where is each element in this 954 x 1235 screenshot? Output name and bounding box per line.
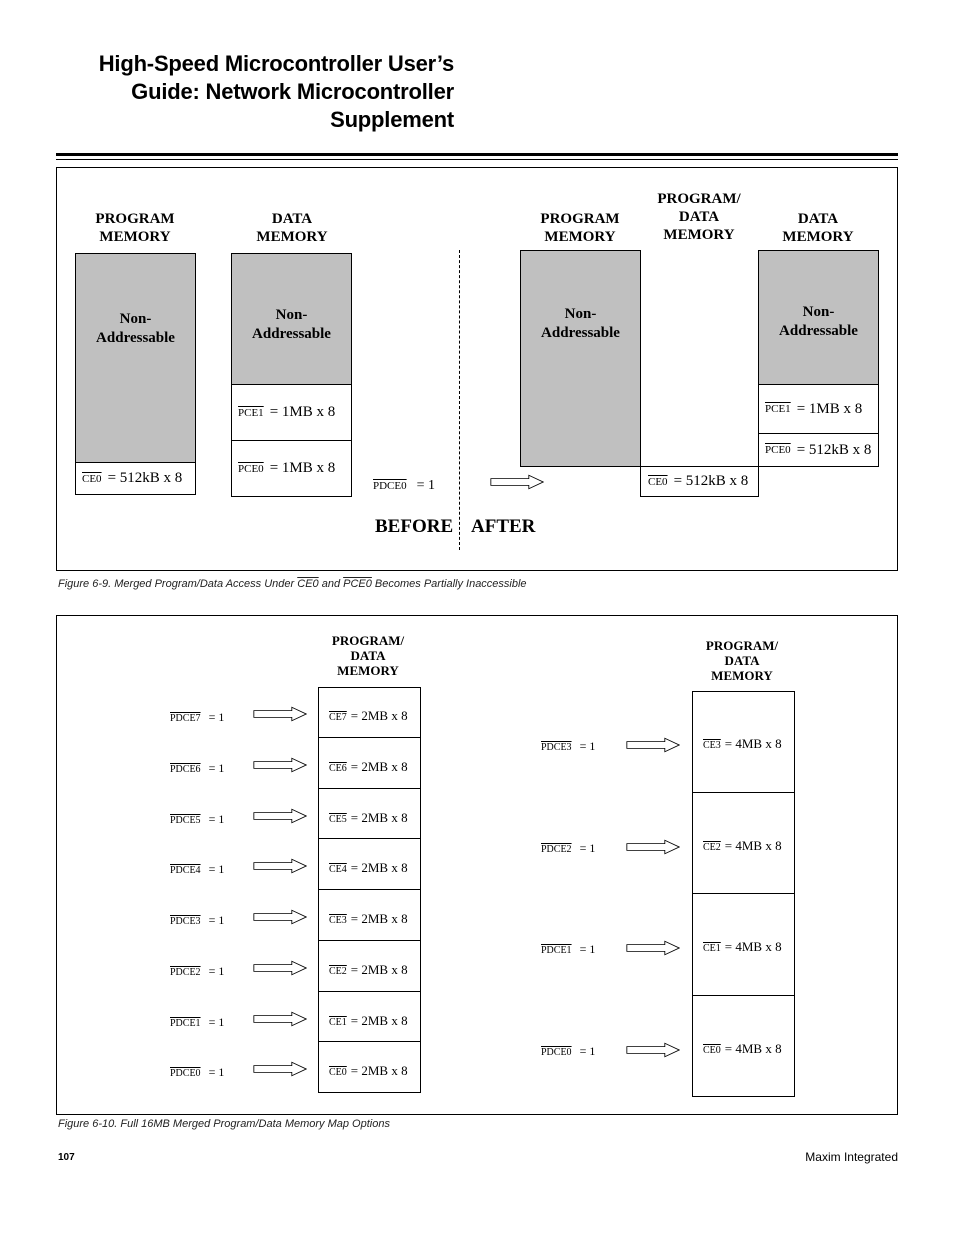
header-rule-thick xyxy=(56,153,898,156)
left-select-arrow-icon xyxy=(253,756,307,774)
left-program-data-memory-header: PROGRAM/ DATA MEMORY xyxy=(331,633,405,678)
title-line-3: Supplement xyxy=(330,107,454,132)
title-line-1: High-Speed Microcontroller User’s xyxy=(98,51,454,76)
figure-6-10-caption: Figure 6-10. Full 16MB Merged Program/Data Memory Map Options xyxy=(58,1118,390,1130)
left-cell-chip-enable: CE3 xyxy=(329,915,347,926)
after-program-non-addressable: Non- Addressable xyxy=(520,250,641,467)
left-pdce-value: = 1 xyxy=(208,760,225,775)
after-label: AFTER xyxy=(471,516,536,537)
left-pdce-signal: PDCE4 xyxy=(170,865,201,877)
left-select-arrow-icon xyxy=(253,705,307,723)
left-select-arrow-icon xyxy=(253,1060,307,1078)
left-pdce-value: = 1 xyxy=(208,862,225,877)
right-pdce-setting xyxy=(541,1042,595,1060)
left-cell-chip-enable: CE5 xyxy=(329,813,347,825)
left-memory-cell xyxy=(318,941,421,992)
left-cell-size: = 2MB x 8 xyxy=(350,961,408,977)
after-data-pce0-block: PCE0 = 512kB x 8 xyxy=(758,433,879,467)
left-memory-cell xyxy=(318,890,421,941)
right-memory-cell xyxy=(692,793,795,895)
left-pdce-setting xyxy=(170,860,224,878)
before-program-ce0-block: CE0 = 512kB x 8 xyxy=(75,462,196,495)
left-cell-size: = 2MB x 8 xyxy=(350,911,408,926)
left-cell-size: = 2MB x 8 xyxy=(350,708,408,723)
after-data-non-addressable: Non- Addressable xyxy=(758,250,879,385)
left-pdce-signal: PDCE3 xyxy=(170,916,201,927)
left-pdce-setting xyxy=(170,810,224,828)
left-cell-chip-enable: CE0 xyxy=(329,1067,347,1079)
left-pdce-value: = 1 xyxy=(208,811,225,826)
right-memory-cell xyxy=(692,996,795,1098)
right-memory-cell xyxy=(692,894,795,996)
title-line-2: Guide: Network Microcontroller xyxy=(131,79,454,104)
left-pdce-signal: PDCE1 xyxy=(170,1017,201,1029)
left-pdce-value: = 1 xyxy=(208,1065,225,1080)
after-data-memory-header: DATA MEMORY xyxy=(782,211,854,245)
before-after-divider xyxy=(459,250,460,550)
right-pdce-setting xyxy=(541,737,595,755)
left-memory-cell xyxy=(318,789,421,840)
left-select-arrow-icon xyxy=(253,908,307,926)
left-select-arrow-icon xyxy=(253,959,307,977)
after-program-data-memory-header: PROGRAM/ DATA MEMORY xyxy=(657,191,741,243)
left-cell-size: = 2MB x 8 xyxy=(350,860,408,876)
left-select-arrow-icon xyxy=(253,807,307,825)
right-cell-size: = 4MB x 8 xyxy=(724,939,782,954)
before-data-memory-header: DATA MEMORY xyxy=(256,211,328,245)
left-pdce-signal: PDCE2 xyxy=(170,966,201,978)
left-cell-chip-enable: CE4 xyxy=(329,864,347,876)
right-pdce-value: = 1 xyxy=(579,739,596,753)
before-data-pce1-block: PCE1 = 1MB x 8 xyxy=(231,384,352,441)
left-pdce-value: = 1 xyxy=(208,963,225,978)
right-pdce-value: = 1 xyxy=(579,942,596,956)
page-number: 107 xyxy=(58,1152,75,1163)
left-memory-cell xyxy=(318,1042,421,1093)
right-cell-size: = 4MB x 8 xyxy=(724,736,782,751)
right-select-arrow-icon xyxy=(626,736,680,754)
left-pdce-signal: PDCE7 xyxy=(170,713,201,724)
before-program-memory-header: PROGRAM MEMORY xyxy=(95,211,175,245)
header-rule-thin xyxy=(56,159,898,160)
left-memory-cell xyxy=(318,839,421,890)
right-select-arrow-icon xyxy=(626,1041,680,1059)
left-cell-chip-enable: CE1 xyxy=(329,1016,347,1028)
right-memory-cell xyxy=(692,691,795,793)
right-cell-chip-enable: CE2 xyxy=(703,841,721,853)
left-pdce-setting xyxy=(170,759,224,777)
right-cell-chip-enable: CE1 xyxy=(703,943,721,954)
left-pdce-signal: PDCE5 xyxy=(170,814,201,826)
left-cell-chip-enable: CE6 xyxy=(329,762,347,774)
after-program-data-ce0-block: CE0 = 512kB x 8 xyxy=(640,466,759,497)
right-pdce-value: = 1 xyxy=(579,1043,596,1058)
right-pdce-setting xyxy=(541,839,595,857)
before-label: BEFORE xyxy=(375,516,454,537)
left-select-arrow-icon xyxy=(253,1010,307,1028)
right-pdce-setting xyxy=(541,940,595,958)
right-pdce-signal: PDCE1 xyxy=(541,945,572,956)
left-pdce-signal: PDCE6 xyxy=(170,763,201,775)
right-cell-size: = 4MB x 8 xyxy=(724,837,782,853)
left-select-arrow-icon xyxy=(253,857,307,875)
left-memory-cell xyxy=(318,687,421,738)
left-pdce-setting xyxy=(170,1013,224,1031)
left-cell-size: = 2MB x 8 xyxy=(350,758,408,774)
left-cell-chip-enable: CE2 xyxy=(329,965,347,977)
left-pdce-value: = 1 xyxy=(208,710,225,724)
left-pdce-setting xyxy=(170,708,224,726)
left-memory-cell xyxy=(318,738,421,789)
right-program-data-memory-header: PROGRAM/ DATA MEMORY xyxy=(705,638,779,683)
left-cell-size: = 2MB x 8 xyxy=(350,1012,408,1028)
before-data-pce0-block: PCE0 = 1MB x 8 xyxy=(231,440,352,497)
right-pdce-signal: PDCE2 xyxy=(541,843,572,855)
left-cell-chip-enable: CE7 xyxy=(329,712,347,723)
figure-6-9-caption: Figure 6-9. Merged Program/Data Access Under CE0 and PCE0 Becomes Partially Inaccessible xyxy=(58,578,527,590)
left-pdce-setting xyxy=(170,1063,224,1081)
right-cell-chip-enable: CE3 xyxy=(703,740,721,751)
company-name: Maxim Integrated xyxy=(805,1150,898,1164)
right-select-arrow-icon xyxy=(626,838,680,856)
left-memory-cell xyxy=(318,992,421,1043)
right-cell-size: = 4MB x 8 xyxy=(724,1040,782,1056)
page-title xyxy=(40,50,454,134)
left-cell-size: = 2MB x 8 xyxy=(350,1063,408,1079)
left-pdce-signal: PDCE0 xyxy=(170,1068,201,1080)
after-program-memory-header: PROGRAM MEMORY xyxy=(540,211,620,245)
left-cell-size: = 2MB x 8 xyxy=(350,809,408,825)
after-data-pce1-block: PCE1 = 1MB x 8 xyxy=(758,384,879,434)
left-pdce-setting xyxy=(170,962,224,980)
right-pdce-value: = 1 xyxy=(579,840,596,855)
right-pdce-signal: PDCE3 xyxy=(541,742,572,753)
right-pdce-signal: PDCE0 xyxy=(541,1046,572,1058)
right-cell-chip-enable: CE0 xyxy=(703,1044,721,1056)
before-program-non-addressable: Non- Addressable xyxy=(75,253,196,463)
before-data-non-addressable: Non- Addressable xyxy=(231,253,352,385)
transition-arrow-icon xyxy=(490,473,544,491)
right-select-arrow-icon xyxy=(626,939,680,957)
left-pdce-value: = 1 xyxy=(208,913,225,927)
left-pdce-value: = 1 xyxy=(208,1014,225,1029)
left-pdce-setting xyxy=(170,911,224,929)
before-pdce0-setting: PDCE0 = 1 xyxy=(373,478,436,493)
